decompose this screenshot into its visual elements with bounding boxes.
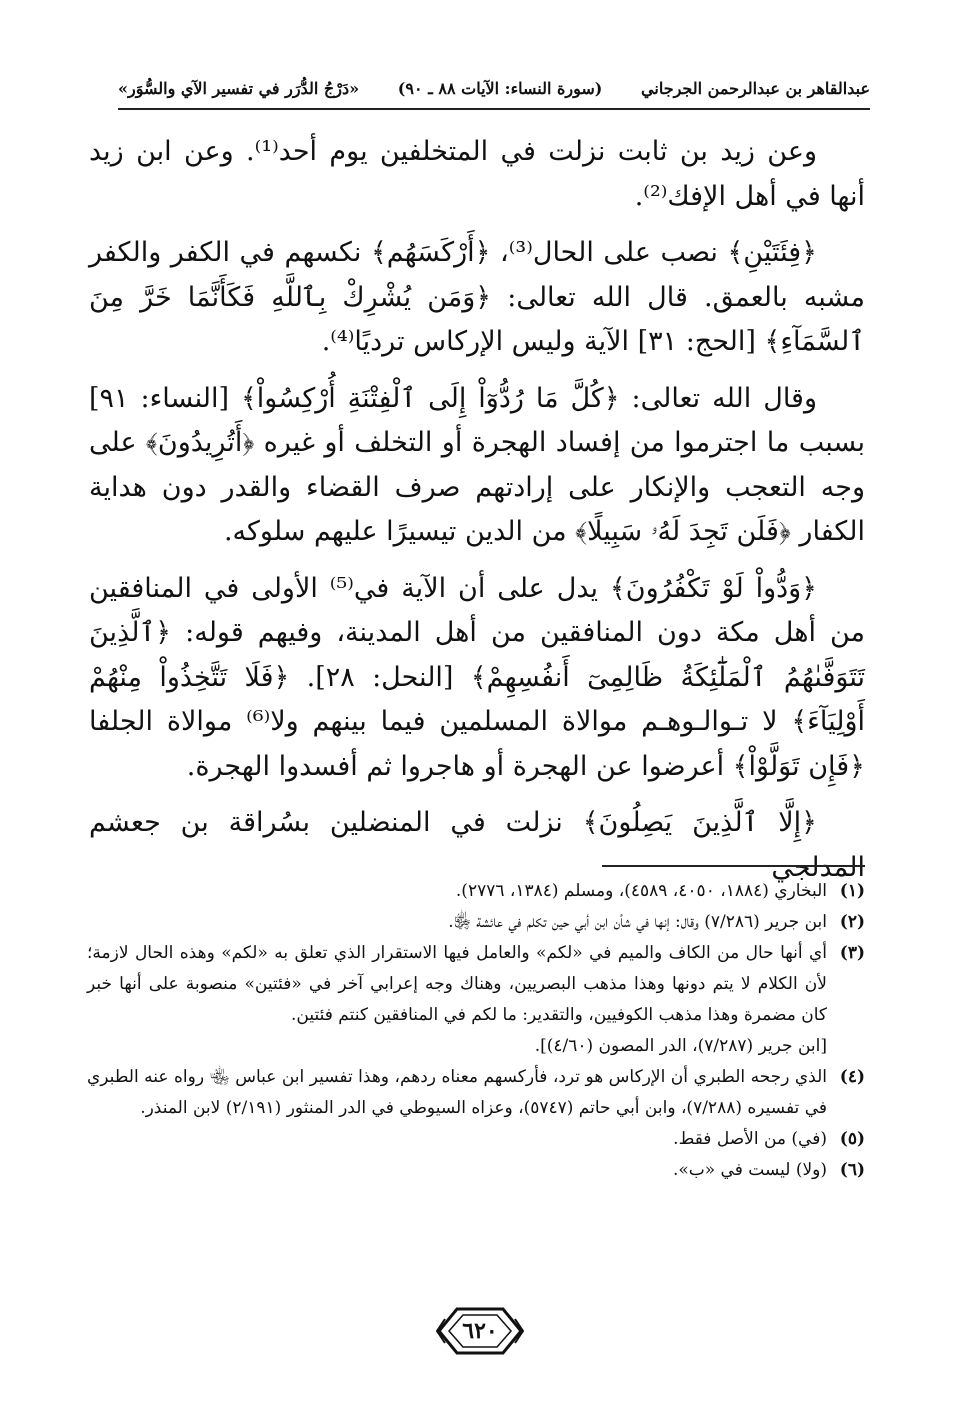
footnote-separator [602, 865, 865, 867]
paragraph: وقال الله تعالى: ﴿كُلَّ مَا رُدُّوٓاْ إِلَى ٱلْفِتْنَةِ أُرْكِسُواْ﴾ [النساء: ٩١] بسبب ما اجترموا من إفساد الهجرة أو التخلف أو غيره ﴿أَتُرِيدُونَ﴾ على وجه التعجب والإنكار على إرادتهم صرف القضاء والقدر دون هداية الكفار ﴿فَلَن تَجِدَ لَهُۥ سَبِيلًا﴾ من الدين تيسيرًا عليهم سلوكه. [89, 382, 865, 547]
paragraph: ﴿فِئَتَيْنِ﴾ نصب على الحال⁽³⁾، ﴿أَرْكَسَهُم﴾ نكسهم في الكفر والكفر مشبه بالعمق. قال الله تعالى: ﴿وَمَن يُشْرِكْ بِٱللَّهِ فَكَأَنَّمَا خَرَّ مِنَ ٱلسَّمَآءِ﴾ [الحج: ٣١] الآية وليس الإركاس ترديًا⁽⁴⁾. [89, 237, 865, 357]
paragraph: ﴿إِلَّا ٱلَّذِينَ يَصِلُونَ﴾ نزلت في المنضلين بسُراقة بن جعشم المدلجي [89, 807, 865, 883]
header-book-title: «دَرْجُ الدُّرَر في تفسير الآي والسُّوَر» [118, 78, 360, 98]
footnote [87, 1155, 865, 1186]
footnote-number: (٣) [839, 943, 865, 963]
footnote [87, 1062, 865, 1124]
page-number-ornament [435, 1305, 525, 1357]
header-author: عبدالقاهر بن عبدالرحمن الجرجاني [641, 78, 870, 98]
footnote-text: البخاري (١٨٨٤، ٤٠٥٠، ٤٥٨٩)، ومسلم (١٣٨٤، ٢٧٧٦). [455, 881, 827, 901]
footnote [87, 938, 865, 1062]
header-section: (سورة النساء: الآيات ٨٨ ـ ٩٠) [397, 78, 603, 98]
footnote-text: (ولا) ليست في «ب». [672, 1160, 827, 1180]
footnote-text: (في) من الأصل فقط. [673, 1129, 827, 1149]
footnote-number: (٤) [839, 1067, 865, 1087]
footnote [87, 1124, 865, 1155]
footnote-text: أي أنها حال من الكاف والميم في «لكم» والعامل فيها الاستقرار الذي تعلق به «لكم» وهذه الحال لازمة؛ لأن الكلام لا يتم دونها وهذا مذهب البصريين، وهناك وجه إعرابي آخر في «فئتين» منصوبة على أنها خبر كان مضمرة وهذا مذهب الكوفيين، والتقدير: ما لكم في المنافقين كنتم فئتين. [87, 943, 827, 1025]
footnote-text: ابن جرير (٧/٢٨٦) وقال: إنها في شأن ابن أبي حين تكلم في عائشة ﵂. [448, 912, 827, 932]
footnote-number: (٦) [839, 1160, 865, 1180]
paragraph: وعن زيد بن ثابت نزلت في المتخلفين يوم أحد⁽¹⁾. وعن ابن زيد أنها في أهل الإفك⁽²⁾. [89, 136, 865, 212]
running-header [118, 68, 870, 110]
page-number: ٦٢٠ [462, 1318, 498, 1344]
main-text [89, 130, 865, 902]
footnote-number: (٢) [839, 912, 865, 932]
footnotes [87, 876, 865, 1186]
footnote-number: (٥) [839, 1129, 865, 1149]
footnote [87, 876, 865, 907]
footnote-text: الذي رجحه الطبري أن الإركاس هو ترد، فأركسهم معناه ردهم، وهذا تفسير ابن عباس ﵄ رواه عنه الطبري في تفسيره (٧/٢٨٨)، وابن أبي حاتم (٥٧٤٧)، وعزاه السيوطي في الدر المنثور (٢/١٩١) لابن المنذر. [87, 1067, 827, 1118]
footnote-reference: [ابن جرير (٧/٢٨٧)، الدر المصون (٤/٦٠)]. [534, 1036, 827, 1056]
footnote [87, 907, 865, 938]
footnote-number: (١) [839, 881, 865, 901]
paragraph: ﴿وَدُّواْ لَوْ تَكْفُرُونَ﴾ يدل على أن الآية في⁽⁵⁾ الأولى في المنافقين من أهل مكة دون المنافقين من أهل المدينة، وفيهم قوله: ﴿ٱلَّذِينَ تَتَوَفَّىٰهُمُ ٱلْمَلَٰٓئِكَةُ ظَالِمِىٓ أَنفُسِهِمْ﴾ [النحل: ٢٨]. ﴿فَلَا تَتَّخِذُواْ مِنْهُمْ أَوْلِيَآءَ﴾ لا تـوالـوهـم موالاة المسلمين فيما بينهم ولا⁽⁶⁾ موالاة الجلفا ﴿فَإِن تَوَلَّوْاْ﴾ أعرضوا عن الهجرة أو هاجروا ثم أفسدوا الهجرة. [89, 572, 866, 782]
